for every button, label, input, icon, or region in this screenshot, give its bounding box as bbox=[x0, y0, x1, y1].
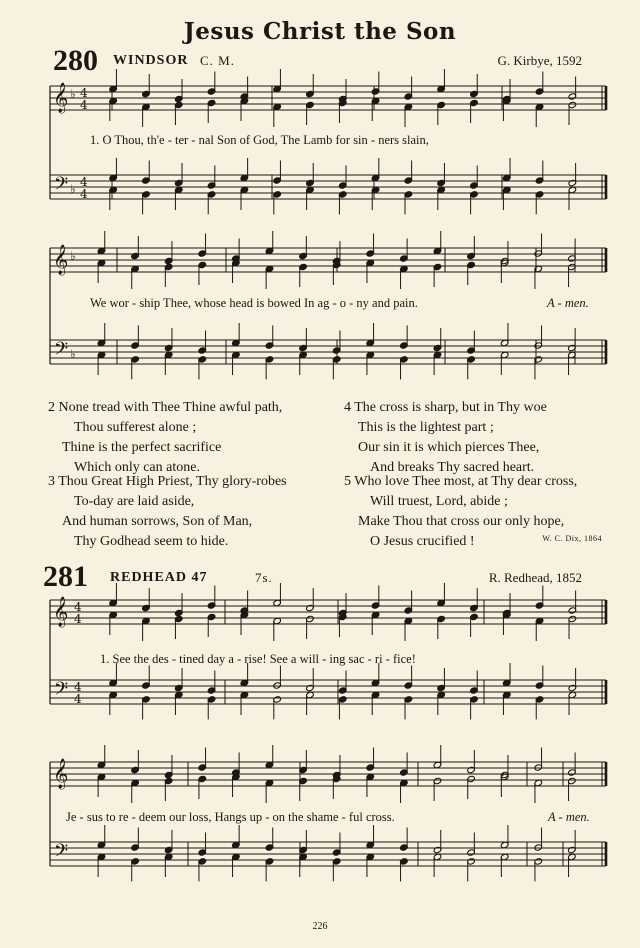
bass-clef: 𝄢 bbox=[54, 841, 69, 866]
text-attribution: W. C. Dix, 1864 bbox=[542, 534, 602, 543]
stanza-line: Thy Godhead seem to hide. bbox=[74, 534, 229, 549]
stanza bbox=[48, 398, 282, 478]
treble-clef: 𝄞 bbox=[53, 597, 69, 627]
amen-label: A - men. bbox=[547, 296, 589, 310]
stanza-line: Thou sufferest alone ; bbox=[74, 420, 197, 435]
time-signature: 4 bbox=[80, 86, 88, 100]
treble-clef: 𝄞 bbox=[53, 245, 69, 275]
lyric-line: We wor - ship Thee, whose head is bowed In ag - o - ny and pain. bbox=[90, 296, 418, 310]
stanza-line: Will truest, Lord, abide ; bbox=[370, 494, 508, 509]
hymn-number: 280 bbox=[53, 44, 98, 77]
tune-name: WINDSOR bbox=[113, 53, 189, 68]
composer: R. Redhead, 1852 bbox=[488, 570, 582, 585]
key-signature: ♭ bbox=[70, 87, 76, 101]
stanza-line: To-day are laid aside, bbox=[74, 494, 195, 509]
stanza-line: Thine is the perfect sacrifice bbox=[62, 440, 222, 455]
stanza-line: 3 Thou Great High Priest, Thy glory-robes bbox=[48, 474, 287, 489]
stanza-line: And human sorrows, Son of Man, bbox=[62, 514, 253, 529]
key-signature: ♭ bbox=[70, 182, 76, 196]
meter: C. M. bbox=[200, 53, 235, 68]
time-signature: 4 bbox=[74, 680, 82, 694]
page-title: Jesus Christ the Son bbox=[183, 18, 457, 45]
stanza-line: 2 None tread with Thee Thine awful path, bbox=[48, 400, 283, 415]
time-signature: 4 bbox=[80, 175, 88, 189]
stanza-line: This is the lightest part ; bbox=[358, 420, 494, 435]
treble-clef: 𝄞 bbox=[53, 83, 69, 113]
stanza bbox=[48, 472, 287, 552]
stanza-line: O Jesus crucified ! bbox=[370, 534, 475, 549]
stanza-line: 5 Who love Thee most, at Thy dear cross, bbox=[344, 474, 578, 489]
bass-clef: 𝄢 bbox=[54, 339, 69, 364]
lyric-line: 1. O Thou, th'e - ter - nal Son of God, The Lamb for sin - ners slain, bbox=[90, 133, 429, 147]
stanza bbox=[344, 398, 547, 478]
composer: G. Kirbye, 1592 bbox=[497, 53, 582, 68]
treble-clef: 𝄞 bbox=[53, 759, 69, 789]
amen-label: A - men. bbox=[548, 810, 590, 824]
key-signature: ♭ bbox=[70, 249, 76, 263]
time-signature: 4 bbox=[74, 692, 82, 706]
time-signature: 4 bbox=[74, 600, 82, 614]
lyric-line: Je - sus to re - deem our loss, Hangs up - on the shame - ful cross. bbox=[66, 810, 395, 824]
stanza-line: Make Thou that cross our only hope, bbox=[358, 514, 565, 529]
key-signature: ♭ bbox=[70, 347, 76, 361]
stanza-line: And breaks Thy sacred heart. bbox=[370, 460, 535, 475]
stanza-line: Our sin it is which pierces Thee, bbox=[358, 440, 540, 455]
meter: 7s. bbox=[255, 570, 273, 585]
time-signature: 4 bbox=[80, 98, 88, 112]
stanza-line: Which only can atone. bbox=[74, 460, 200, 475]
bass-clef: 𝄢 bbox=[54, 174, 69, 199]
bass-clef: 𝄢 bbox=[54, 679, 69, 704]
time-signature: 4 bbox=[74, 612, 82, 626]
time-signature: 4 bbox=[80, 187, 88, 201]
lyric-line: 1. See the des - tined day a - rise! See a will - ing sac - ri - fice! bbox=[100, 652, 416, 666]
hymn-number: 281 bbox=[43, 560, 88, 593]
stanza-line: 4 The cross is sharp, but in Thy woe bbox=[344, 400, 547, 415]
page-number: 226 bbox=[312, 921, 328, 932]
tune-name: REDHEAD 47 bbox=[110, 570, 208, 585]
